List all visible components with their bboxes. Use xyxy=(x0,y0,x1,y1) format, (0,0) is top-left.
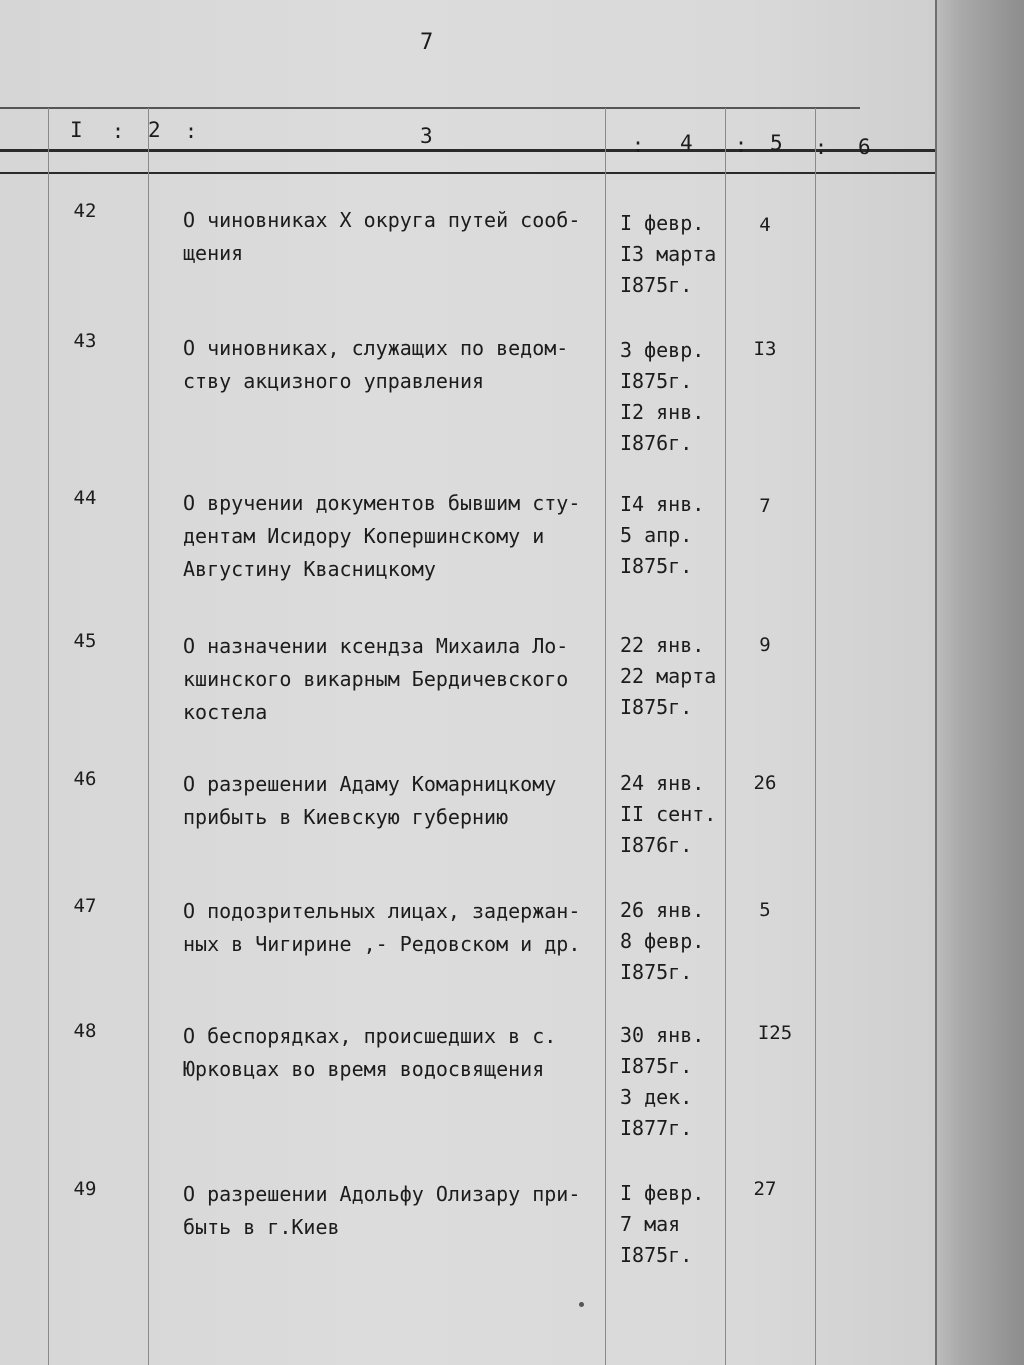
header-col-3: 3 xyxy=(420,124,433,148)
header-col-2: 2 xyxy=(148,118,161,142)
date-line: I875г. xyxy=(620,960,693,984)
row-number: 44 xyxy=(73,487,97,509)
page-edge xyxy=(935,0,1024,1365)
header-top-rule xyxy=(0,107,860,109)
row-title xyxy=(183,630,613,729)
date-line: 22 янв. xyxy=(620,633,705,657)
date-line: I875г. xyxy=(620,1054,693,1078)
title-line: О чиновниках, служащих по ведом- xyxy=(183,336,569,360)
date-line: I875г. xyxy=(620,554,693,578)
header-underline xyxy=(0,172,935,174)
row-number: 47 xyxy=(73,895,97,917)
row-dates xyxy=(620,208,740,301)
date-line: I875г. xyxy=(620,273,693,297)
date-line: 24 янв. xyxy=(620,771,705,795)
ink-dot xyxy=(579,1302,584,1307)
row-sheets: 5 xyxy=(759,899,771,921)
date-line: 22 марта xyxy=(620,664,717,688)
row-title xyxy=(183,895,613,961)
header-col-6: 6 xyxy=(858,135,871,159)
row-sheets: 27 xyxy=(753,1178,777,1200)
date-line: 8 февр. xyxy=(620,929,705,953)
row-title xyxy=(183,768,613,834)
column-rule xyxy=(815,108,816,1365)
date-line: I2 янв. xyxy=(620,400,705,424)
date-line: 30 янв. xyxy=(620,1023,705,1047)
title-line: костела xyxy=(183,700,268,724)
row-sheets: I25 xyxy=(757,1022,793,1044)
date-line: I февр. xyxy=(620,1181,705,1205)
row-number: 42 xyxy=(73,200,97,222)
page-number: 7 xyxy=(420,30,434,55)
date-line: 7 мая xyxy=(620,1212,681,1236)
row-title xyxy=(183,487,613,586)
title-line: быть в г.Киев xyxy=(183,1215,340,1239)
date-line: I877г. xyxy=(620,1116,693,1140)
row-number: 46 xyxy=(73,768,97,790)
date-line: I876г. xyxy=(620,431,693,455)
row-title xyxy=(183,332,613,398)
column-rule xyxy=(48,108,49,1365)
date-line: I875г. xyxy=(620,369,693,393)
sheet-edge-line xyxy=(935,0,937,1365)
date-line: I876г. xyxy=(620,833,693,857)
row-dates xyxy=(620,630,740,723)
header-col-4: 4 xyxy=(680,131,693,155)
title-line: щения xyxy=(183,241,244,265)
row-dates xyxy=(620,1020,740,1144)
title-line: О беспорядках, происшедших в с. xyxy=(183,1024,557,1048)
title-line: кшинского викарным Бердичевского xyxy=(183,667,569,691)
title-line: О чиновниках Х округа путей сооб- xyxy=(183,208,581,232)
date-line: 3 февр. xyxy=(620,338,705,362)
date-line: II сент. xyxy=(620,802,717,826)
row-dates xyxy=(620,1178,740,1271)
row-dates xyxy=(620,895,740,988)
title-line: О разрешении Адольфу Олизару при- xyxy=(183,1182,581,1206)
header-col-1: I xyxy=(70,118,83,142)
title-line: прибыть в Киевскую губернию xyxy=(183,805,509,829)
title-line: Юрковцах во время водосвящения xyxy=(183,1057,545,1081)
row-sheets: 26 xyxy=(753,772,777,794)
title-line: О назначении ксендза Михаила Ло- xyxy=(183,634,569,658)
row-title xyxy=(183,1020,613,1086)
date-line: 26 янв. xyxy=(620,898,705,922)
row-sheets: I3 xyxy=(753,338,777,360)
row-title xyxy=(183,1178,613,1244)
date-line: 3 дек. xyxy=(620,1085,693,1109)
title-line: О подозрительных лицах, задержан- xyxy=(183,899,581,923)
header-separator: : xyxy=(632,133,645,157)
column-rule xyxy=(148,108,149,1365)
date-line: I4 янв. xyxy=(620,492,705,516)
date-line: I февр. xyxy=(620,211,705,235)
column-rule xyxy=(605,108,606,1365)
row-sheets: 9 xyxy=(759,634,771,656)
header-separator: : xyxy=(815,135,828,159)
date-line: I875г. xyxy=(620,1243,693,1267)
date-line: 5 апр. xyxy=(620,523,693,547)
row-title xyxy=(183,204,613,270)
row-sheets: 4 xyxy=(759,214,771,236)
title-line: О вручении документов бывшим сту- xyxy=(183,491,581,515)
date-line: I3 марта xyxy=(620,242,717,266)
header-separator: : xyxy=(735,133,748,157)
row-dates xyxy=(620,489,740,582)
header-separator: : xyxy=(185,119,198,143)
row-number: 49 xyxy=(73,1178,97,1200)
title-line: Августину Квасницкому xyxy=(183,557,436,581)
header-separator: : xyxy=(112,119,125,143)
row-number: 43 xyxy=(73,330,97,352)
row-dates xyxy=(620,335,740,459)
row-number: 48 xyxy=(73,1020,97,1042)
row-number: 45 xyxy=(73,630,97,652)
date-line: I875г. xyxy=(620,695,693,719)
title-line: ству акцизного управления xyxy=(183,369,485,393)
header-col-5: 5 xyxy=(770,131,783,155)
row-dates xyxy=(620,768,740,861)
row-sheets: 7 xyxy=(759,495,771,517)
header-bottom-rule xyxy=(0,149,935,152)
title-line: ных в Чигирине ,- Редовском и др. xyxy=(183,932,581,956)
title-line: дентам Исидору Копершинскому и xyxy=(183,524,545,548)
title-line: О разрешении Адаму Комарницкому xyxy=(183,772,557,796)
